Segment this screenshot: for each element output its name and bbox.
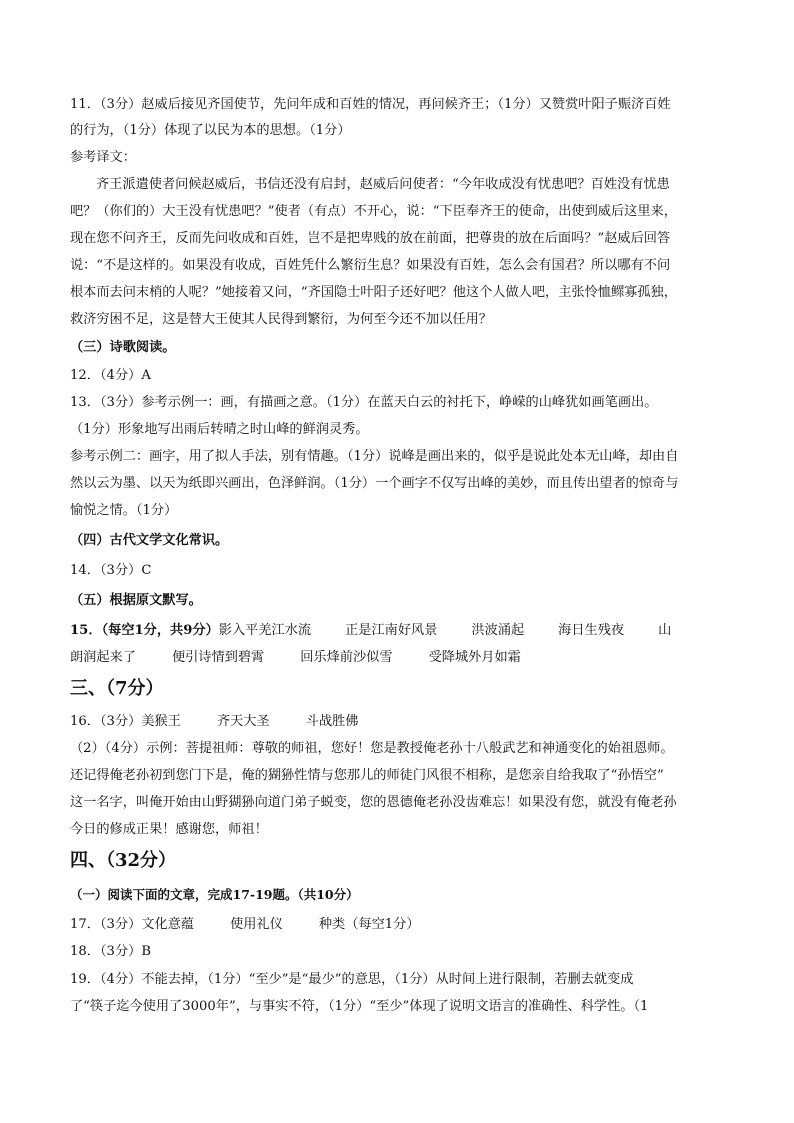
q15-row-2 [70,649,734,667]
q15-answer: 朗润起来了 [70,650,136,665]
q16-answer: 斗战胜佛 [305,714,359,729]
q15-answer: 便引诗情到碧霄 [171,650,265,665]
q17-prefix: 17．（3分） [70,917,142,932]
q14-answer: 14．（3分）C [70,563,152,578]
translation-line: 齐王派遣使者问候赵威后，书信还没有启封，赵威后问使者：“今年收成没有忧患吧？百姓没有忧患 [96,177,670,192]
q16-answer: 美猴王 [141,714,181,729]
reading-section-heading: （一）阅读下面的文章，完成17-19题。（共10分） [70,887,359,902]
q13-line: 13．（3分）参考示例一：画，有描画之意。（1分）在蓝天白云的衬托下，峥嵘的山峰犹如画笔画出。 [70,395,658,410]
q13-line: 愉悦之情。（1分） [70,503,178,518]
q16-sub-line: 这一名字，叫俺开始由山野猢狲向道门弟子蜕变，您的恩德俺老孙没齿难忘！如果没有您，就没有俺老孙 [70,795,677,810]
q15-answer: 影入平羌江水流 [218,623,312,638]
q19-line: 19．（4分）不能去掉，（1分）“至少”是“最少”的意思，（1分）从时间上进行限制，若删去就变成 [70,972,634,987]
translation-line: 吧？（你们的）大王没有忧患吧？”使者（有点）不开心，说：“下臣奉齐王的使命，出使到威后这里来， [70,204,677,219]
q15-answer: 受降城外月如霜 [428,650,521,665]
q15-answer: 海日生残夜 [558,623,625,638]
section-dictation-heading: （五）根据原文默写。 [70,593,202,608]
q16-row [70,713,734,731]
q11-line-1: 11．（3分）赵威后接见齐国使节，先问年成和百姓的情况，再问候齐王；（1分）又赞赏叶阳子赈济百姓 [70,97,671,112]
q15-answer: 洪波涌起 [471,623,525,638]
translation-line: 现在您不问齐王，反而先问收成和百姓，岂不是把卑贱的放在前面，把尊贵的放在后面吗？”赵威后回答 [70,231,671,246]
part-three-heading: 三、（7分） [70,678,164,699]
q13-line: （1分）形象地写出雨后转晴之时山峰的鲜润灵秀。 [70,422,369,437]
q16-prefix: 16．（3分） [70,714,142,729]
q13-line: 然以云为墨、以天为纸即兴画出，色泽鲜润。（1分）一个画字不仅写出峰的美妙，而且传出望者的惊奇与 [70,476,679,491]
q18-answer: 18．（3分）B [70,944,152,959]
q15-answer: 回乐烽前沙似雪 [300,650,393,665]
section-culture-heading: （四）古代文学文化常识。 [70,533,229,548]
q16-sub-line: 还记得俺老孙初到您门下是，俺的猢狲性情与您那儿的师徒门风很不相称，是您亲自给我取了“孙悟空” [70,768,664,783]
q16-sub-line: （2）（4分）示例：菩提祖师：尊敬的师祖，您好！您是教授俺老孙十八般武艺和神通变化的始祖恩师。 [70,741,674,756]
part-four-heading: 四、（32分） [70,850,177,871]
q12-answer: 12．（4分）A [70,368,151,383]
q11-line-2: 的行为，（1分）体现了以民为本的思想。（1分） [70,123,351,138]
q15-row-1 [70,622,734,640]
q13-line: 参考示例二：画字，用了拟人手法，别有情趣。（1分）说峰是画出来的，似乎是说此处本无山峰，却由自 [70,449,679,464]
q17-answer: 文化意蕴 [141,917,195,932]
reference-translation-label: 参考译文： [70,150,136,165]
q19-line: 了“筷子迄今使用了3000年”，与事实不符，（1分）“至少”体现了说明文语言的准确性、科学性。（1 [70,999,649,1014]
q17-answer: 使用礼仪 [230,917,283,932]
q17-row [70,916,734,934]
q16-sub-line: 今日的修成正果！感谢您，师祖！ [70,822,268,837]
q15-prefix: 15．（每空1分，共9分） [70,623,219,638]
translation-line: 说：“不是这样的。如果没有收成，百姓凭什么繁衍生息？如果没有百姓，怎么会有国君？所以哪有不问 [70,258,671,273]
q16-answer: 齐天大圣 [216,714,270,729]
q15-answer: 山 [658,623,672,638]
q17-answer: 种类（每空1分） [318,917,420,932]
section-poetry-heading: （三）诗歌阅读。 [70,340,176,355]
q15-answer: 正是江南好风景 [345,623,438,638]
translation-line: 救济穷困不足，这是替大王使其人民得到繁衍，为何至今还不加以任用？ [70,312,492,327]
translation-line: 根本而去问末梢的人呢？”她接着又问，“齐国隐士叶阳子还好吧？他这个人做人吧，主张怜恤鳏寡孤独， [70,285,677,300]
